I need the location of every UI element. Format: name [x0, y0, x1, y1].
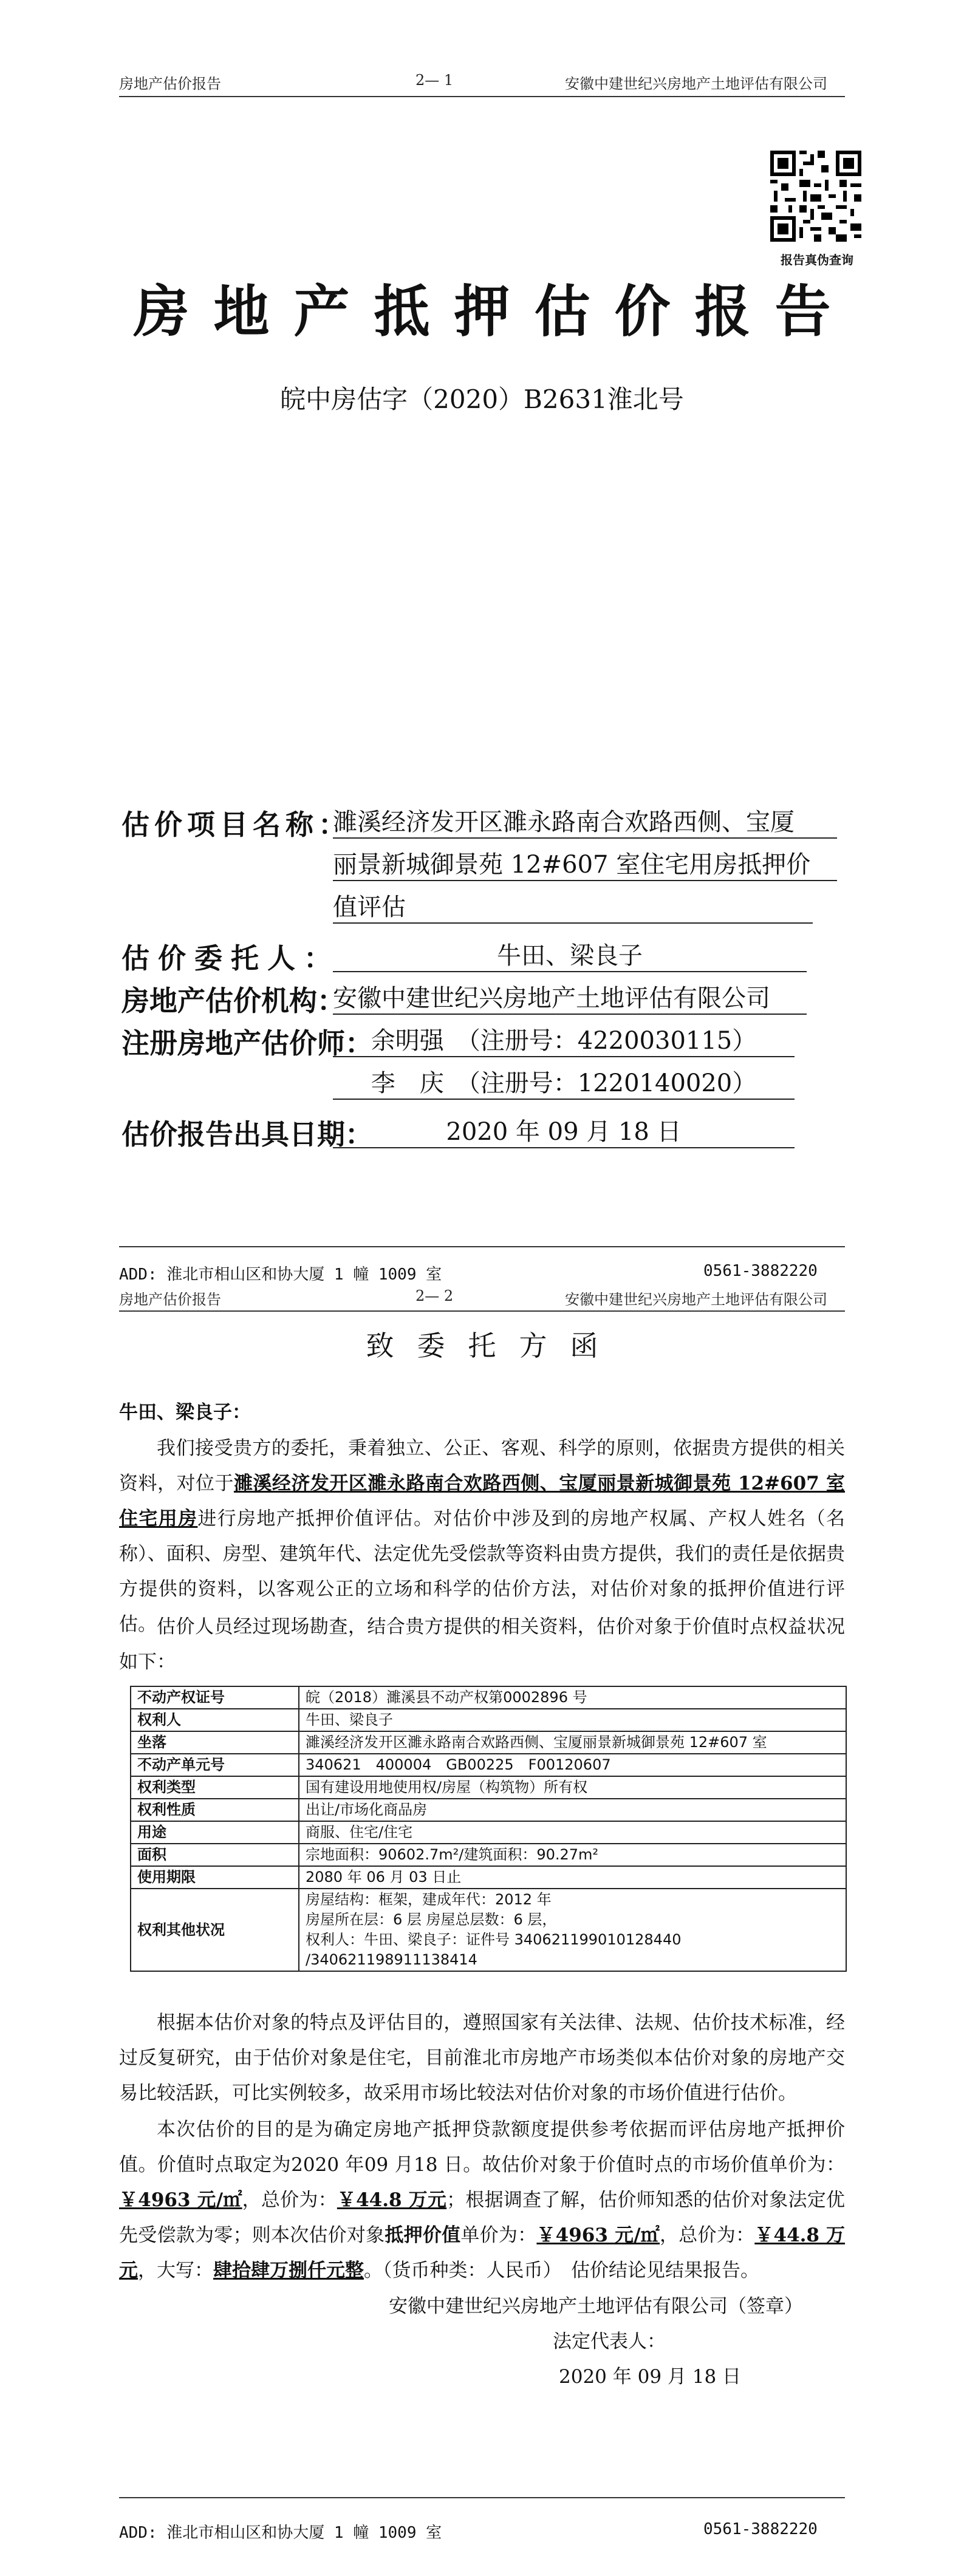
- table-key: 用途: [131, 1821, 299, 1844]
- header-left: 房地产估价报告: [119, 1291, 221, 1308]
- table-key: 使用期限: [131, 1866, 299, 1889]
- table-value-line: 濉溪经济发开区濉永路南合欢路西侧、宝厦丽景新城御景苑 12#607 室: [306, 1734, 767, 1751]
- table-value: [299, 1844, 846, 1866]
- header-left: 房地产估价报告: [119, 75, 221, 92]
- letter-title: 致委托方函: [366, 1329, 621, 1362]
- table-value-line: 皖（2018）濉溪县不动产权第0002896 号: [306, 1689, 587, 1706]
- table-row: [131, 1889, 846, 1971]
- project-name-line-2: 丽景新城御景苑 12#607 室住宅用房抵押价: [333, 845, 837, 881]
- mortgage-unit-price: ￥4963 元/㎡: [536, 2224, 660, 2246]
- client-value: 牛田、梁良子: [333, 936, 807, 972]
- table-value-line: 宗地面积：90602.7m²/建筑面积：90.27m²: [306, 1846, 599, 1863]
- header-page-number: 2— 1: [415, 72, 454, 89]
- table-value-line: 国有建设用地使用权/房屋（构筑物）所有权: [306, 1779, 588, 1796]
- mortgage-total-price: ￥44.8 万元: [119, 2224, 846, 2281]
- signature-date: 2020 年 09 月 18 日: [559, 2366, 742, 2388]
- footer-phone: 0561-3882220: [703, 2520, 818, 2538]
- signature-company: 安徽中建世纪兴房地产土地评估有限公司（签章）: [389, 2295, 803, 2317]
- table-value-line: 出让/市场化商品房: [306, 1801, 428, 1818]
- table-value: [299, 1686, 846, 1709]
- table-value-line: 340621 400004 GB00225 F00120607: [306, 1756, 611, 1773]
- table-value-line: 2080 年 06 月 03 日止: [306, 1869, 462, 1886]
- table-key: 权利性质: [131, 1799, 299, 1821]
- agency-label: 房地产估价机构：: [121, 984, 345, 1017]
- table-row: [131, 1731, 846, 1754]
- issue-date-label: 估价报告出具日期：: [121, 1118, 373, 1151]
- unit-price: ￥4963 元/㎡: [119, 2189, 242, 2211]
- header-right: 安徽中建世纪兴房地产土地评估有限公司: [565, 1291, 827, 1308]
- table-row: [131, 1686, 846, 1709]
- project-name-label: 估价项目名称：: [121, 808, 351, 841]
- paragraph-1: 我们接受贵方的委托，秉着独立、公正、客观、科学的原则，依据贵方提供的相关资料，对位于濉溪经济发开区濉永路南合欢路西侧、宝厦丽景新城御景苑 12#607 室住宅用房进行房地产抵押价值评估。对估价中涉及到的房地产权属、产权人姓名（名称）、面积、房型、建筑年代、法定优先受偿款等资料由贵方提供，我们的责任是依据贵方提供的资料，以客观公正的立场和科学的估价方法，对估价对象的抵押价值进行评估。: [119, 1437, 846, 1635]
- footer-rule: [119, 1246, 845, 1247]
- project-name-line-1: 濉溪经济发开区濉永路南合欢路西侧、宝厦: [333, 803, 837, 839]
- table-value-line: 权利人：牛田、梁良子：证件号 340621199010128440: [306, 1931, 682, 1948]
- table-row: [131, 1709, 846, 1731]
- table-value: [299, 1709, 846, 1731]
- table-row: [131, 1866, 846, 1889]
- table-row: [131, 1821, 846, 1844]
- report-title: 房地产抵押估价报告: [133, 279, 855, 344]
- appraiser-2: 李 庆 （注册号：1220140020）: [333, 1064, 795, 1100]
- table-key: 权利类型: [131, 1776, 299, 1799]
- header-rule: [119, 96, 845, 97]
- footer-address: ADD: 淮北市相山区和协大厦 1 幢 1009 室: [119, 2524, 442, 2542]
- total-price: ￥44.8 万元: [337, 2189, 447, 2211]
- table-key: 不动产权证号: [131, 1686, 299, 1709]
- table-value: [299, 1866, 846, 1889]
- table-value: [299, 1889, 846, 1971]
- property-rights-table: [130, 1686, 847, 1972]
- footer-phone: 0561-3882220: [703, 1262, 818, 1280]
- table-value: [299, 1821, 846, 1844]
- table-row: [131, 1776, 846, 1799]
- table-value: [299, 1799, 846, 1821]
- paragraph-3: 根据本估价对象的特点及评估目的，遵照国家有关法律、法规、估价技术标准，经过反复研究，由于估价对象是住宅，目前淮北市房地产市场类似本估价对象的房地产交易比较活跃，可比实例较多，故采用市场比较法对估价对象的市场价值进行估价。: [119, 2012, 845, 2104]
- header-rule: [119, 1310, 845, 1312]
- issue-date-value: 2020 年 09 月 18 日: [333, 1113, 795, 1148]
- table-value-line: 房屋结构：框架，建成年代：2012 年: [306, 1891, 552, 1908]
- signature-representative: 法定代表人：: [553, 2331, 666, 2353]
- table-value-line: 房屋所在层：6 层 房屋总层数：6 层，: [306, 1911, 557, 1928]
- footer-rule: [119, 2497, 845, 2498]
- qr-label: 报告真伪查询: [781, 253, 853, 267]
- table-key: 权利人: [131, 1709, 299, 1731]
- property-address: 濉溪经济发开区濉永路南合欢路西侧、宝厦丽景新城御景苑 12#607 室住宅用房: [119, 1473, 846, 1530]
- table-row: [131, 1754, 846, 1776]
- table-value: [299, 1776, 846, 1799]
- table-value: [299, 1731, 846, 1754]
- paragraph-2: 估价人员经过现场勘查，结合贵方提供的相关资料，估价对象于价值时点权益状况如下：: [119, 1616, 845, 1673]
- header-right: 安徽中建世纪兴房地产土地评估有限公司: [565, 75, 827, 92]
- report-number: 皖中房估字（2020）B2631淮北号: [280, 384, 684, 414]
- table-value: [299, 1754, 846, 1776]
- total-price-uppercase: 肆拾肆万捌仟元整: [213, 2260, 364, 2281]
- footer-address: ADD: 淮北市相山区和协大厦 1 幢 1009 室: [119, 1266, 442, 1284]
- table-key: 权利其他状况: [131, 1889, 299, 1971]
- client-label: 估价委托人：: [121, 942, 340, 975]
- paragraph-4: 本次估价的目的是为确定房地产抵押贷款额度提供参考依据而评估房地产抵押价值。价值时点取定为2020 年09 月18 日。故估价对象于价值时点的市场价值单价为：￥4963 元/㎡，总价为：￥44.8 万元；根据调查了解，估价师知悉的估价对象法定优先受偿款为零；则本次估价对象抵押价值单价为：￥4963 元/㎡，总价为：￥44.8 万元，大写：肆拾肆万捌仟元整。（货币种类：人民币） 估价结论见结果报告。: [119, 2119, 846, 2281]
- table-key: 坐落: [131, 1731, 299, 1754]
- table-value-line: 牛田、梁良子: [306, 1711, 393, 1728]
- table-row: [131, 1844, 846, 1866]
- salutation: 牛田、梁良子：: [119, 1402, 251, 1423]
- appraiser-label: 注册房地产估价师：: [121, 1027, 373, 1060]
- project-name-line-3: 值评估: [333, 888, 813, 924]
- header-page-number: 2— 2: [415, 1287, 454, 1304]
- table-key: 面积: [131, 1844, 299, 1866]
- agency-value: 安徽中建世纪兴房地产土地评估有限公司: [333, 979, 807, 1015]
- table-row: [131, 1799, 846, 1821]
- qr-code-icon[interactable]: [770, 151, 861, 242]
- table-value-line: /340621198911138414: [306, 1951, 477, 1968]
- appraiser-1: 余明强 （注册号：4220030115）: [333, 1021, 795, 1057]
- table-value-line: 商服、住宅/住宅: [306, 1824, 413, 1841]
- table-key: 不动产单元号: [131, 1754, 299, 1776]
